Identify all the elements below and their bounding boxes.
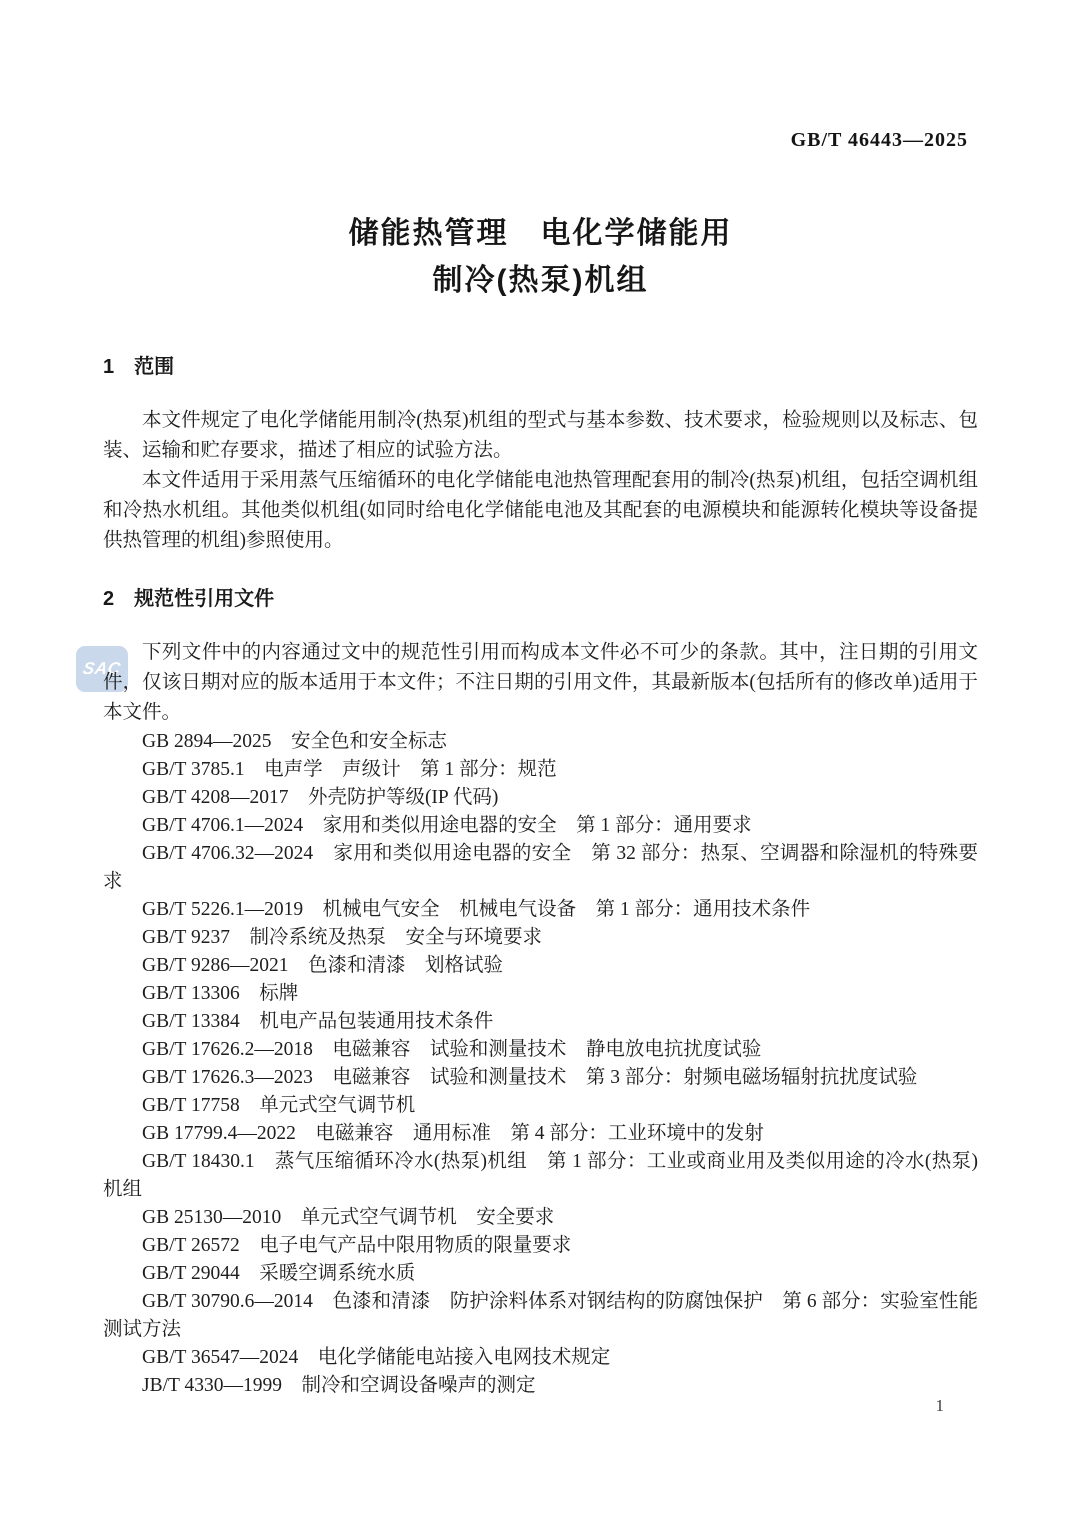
reference-item: GB 17799.4—2022 电磁兼容 通用标准 第 4 部分：工业环境中的发射 (142, 1123, 764, 1144)
section-2-heading: 2 规范性引用文件 (103, 588, 275, 610)
section-1-paragraph: 本文件规定了电化学储能用制冷(热泵)机组的型式与基本参数、技术要求，检验规则以及标志、包装、运输和贮存要求，描述了相应的试验方法。 (103, 410, 978, 461)
reference-item: GB/T 13306 标牌 (142, 983, 299, 1004)
reference-item: GB/T 29044 采暖空调系统水质 (142, 1263, 416, 1284)
reference-item: GB/T 17626.2—2018 电磁兼容 试验和测量技术 静电放电抗扰度试验 (142, 1039, 762, 1060)
reference-item: JB/T 4330—1999 制冷和空调设备噪声的测定 (142, 1375, 536, 1396)
normative-references-list (103, 728, 978, 1400)
reference-item: GB/T 17626.3—2023 电磁兼容 试验和测量技术 第 3 部分：射频电磁场辐射抗扰度试验 (142, 1067, 918, 1088)
reference-item: GB 25130—2010 单元式空气调节机 安全要求 (142, 1207, 555, 1228)
document-title-line1: 储能热管理 电化学储能用 (348, 217, 733, 250)
document-title (103, 210, 978, 304)
sac-watermark-text: SAC (81, 659, 123, 678)
reference-item: GB/T 13384 机电产品包装通用技术条件 (142, 1011, 494, 1032)
reference-item: GB/T 3785.1 电声学 声级计 第 1 部分：规范 (142, 759, 557, 780)
page-number: 1 (935, 1396, 944, 1415)
page-content (103, 0, 978, 1400)
reference-item: GB/T 9286—2021 色漆和清漆 划格试验 (142, 955, 503, 976)
reference-item: GB/T 9237 制冷系统及热泵 安全与环境要求 (142, 927, 542, 948)
section-1-paragraph: 本文件适用于采用蒸气压缩循环的电化学储能电池热管理配套用的制冷(热泵)机组，包括空调机组和冷热水机组。其他类似机组(如同时给电化学储能电池及其配套的电源模块和能源转化模块等设备提供热管理的机组)参照使用。 (103, 470, 978, 551)
reference-item: GB/T 26572 电子电气产品中限用物质的限量要求 (142, 1235, 572, 1256)
reference-item: GB 2894—2025 安全色和安全标志 (142, 731, 447, 752)
section-1-heading: 1 范围 (103, 356, 175, 378)
reference-item: GB/T 4706.1—2024 家用和类似用途电器的安全 第 1 部分：通用要求 (142, 815, 752, 836)
standard-code: GB/T 46443—2025 (790, 129, 968, 151)
document-title-line2: 制冷(热泵)机组 (432, 264, 649, 297)
reference-item: GB/T 4208—2017 外壳防护等级(IP 代码) (142, 787, 499, 808)
reference-item: GB/T 17758 单元式空气调节机 (142, 1095, 416, 1116)
reference-item: GB/T 4706.32—2024 家用和类似用途电器的安全 第 32 部分：热泵、空调器和除湿机的特殊要求 (103, 843, 978, 892)
reference-item: GB/T 36547—2024 电化学储能电站接入电网技术规定 (142, 1347, 611, 1368)
reference-item: GB/T 18430.1 蒸气压缩循环冷水(热泵)机组 第 1 部分：工业或商业用及类似用途的冷水(热泵)机组 (103, 1151, 978, 1200)
section-2-intro-paragraph: 下列文件中的内容通过文中的规范性引用而构成本文件必不可少的条款。其中，注日期的引用文件，仅该日期对应的版本适用于本文件；不注日期的引用文件，其最新版本(包括所有的修改单)适用于本文件。 (103, 642, 978, 723)
reference-item: GB/T 5226.1—2019 机械电气安全 机械电气设备 第 1 部分：通用技术条件 (142, 899, 811, 920)
reference-item: GB/T 30790.6—2014 色漆和清漆 防护涂料体系对钢结构的防腐蚀保护 第 6 部分：实验室性能测试方法 (103, 1291, 978, 1340)
